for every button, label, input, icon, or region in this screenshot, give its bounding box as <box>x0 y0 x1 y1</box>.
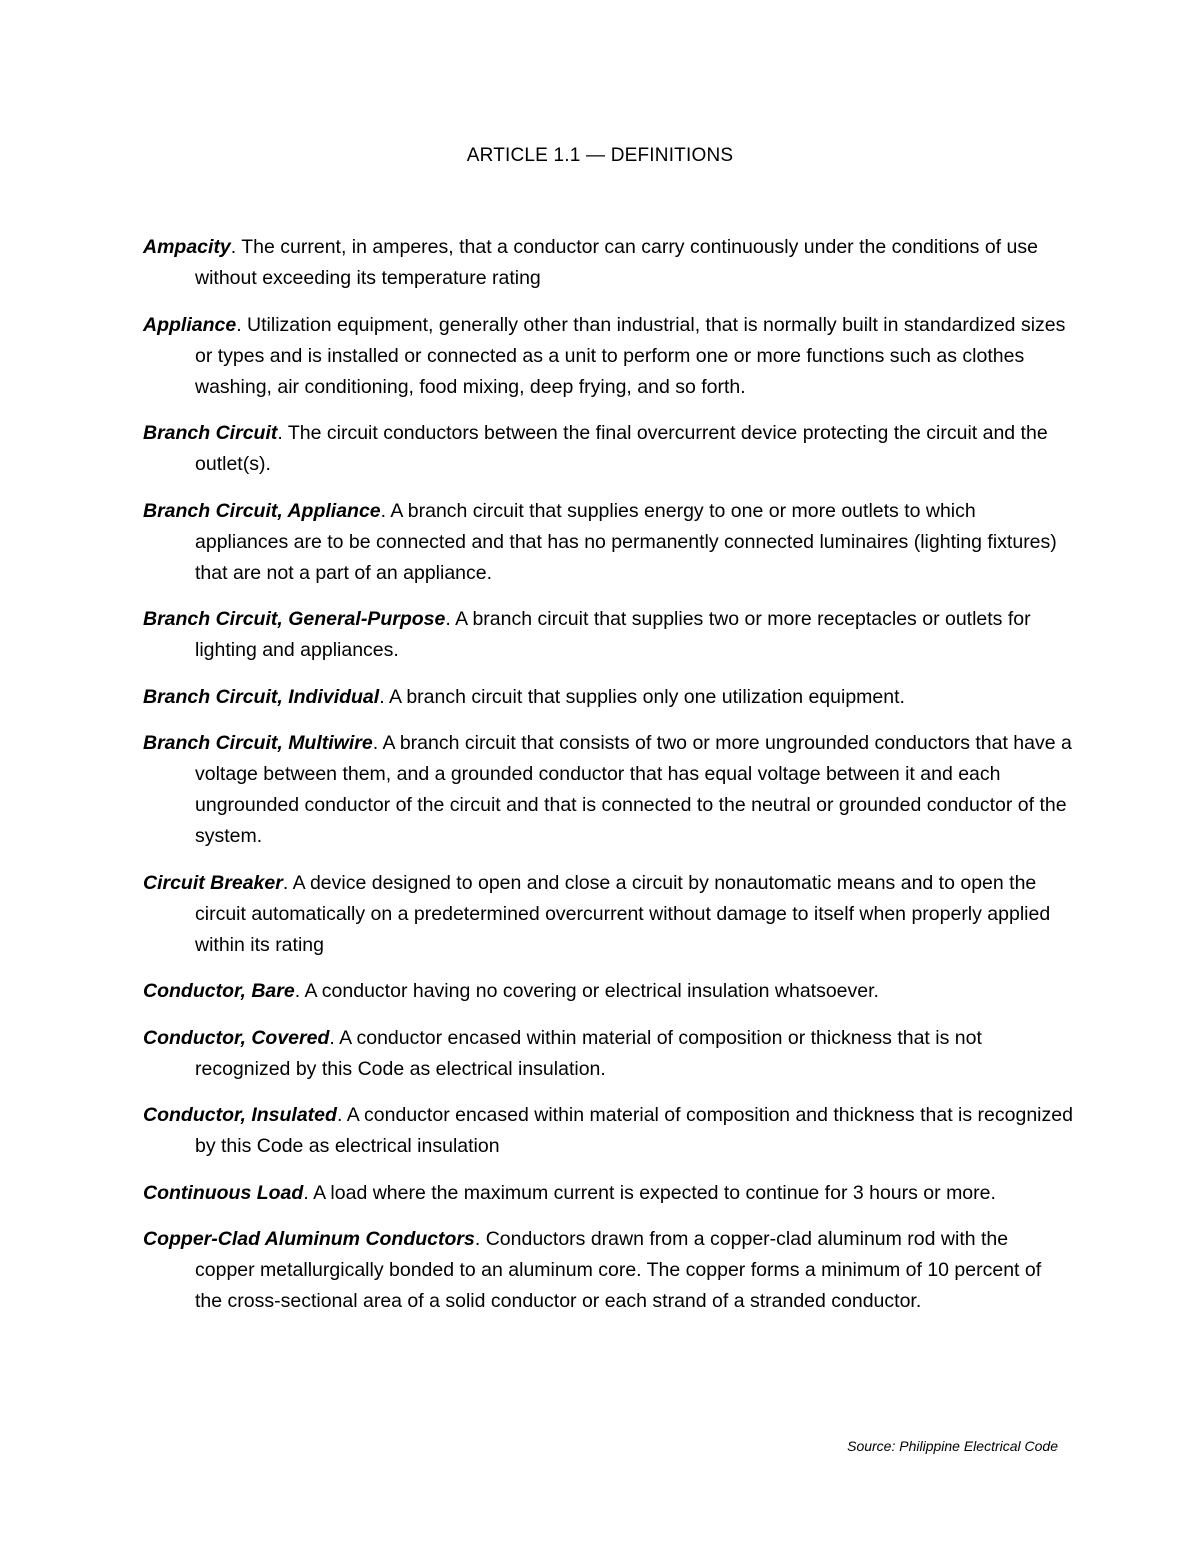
definition-term: Copper-Clad Aluminum Conductors <box>143 1228 475 1250</box>
definition-text: The circuit conductors between the final overcurrent device protecting the circuit and the outlet(s). <box>195 422 1048 475</box>
definition-copper-clad-aluminum-conductors: Copper-Clad Aluminum Conductors. Conductors drawn from a copper-clad aluminum rod with the copper metallurgically bonded to an aluminum core. The copper forms a minimum of 10 percent of the cross-sectional area of a solid conductor or each strand of a stranded conductor. <box>143 1228 1042 1312</box>
definition-conductor-covered: Conductor, Covered. A conductor encased within material of composition or thickness that is not recognized by this Code as electrical insulation. <box>143 1026 982 1080</box>
definition-text: A conductor encased within material of composition or thickness that is not recognized by this Code as electrical insulation. <box>195 1026 982 1080</box>
definition-term: Branch Circuit <box>143 422 278 444</box>
definition-text: A load where the maximum current is expected to continue for 3 hours or more. <box>313 1181 996 1204</box>
definition-text: A branch circuit that supplies two or more receptacles or outlets for lighting and appliances. <box>195 608 1031 661</box>
definition-term: Conductor, Covered <box>143 1026 330 1049</box>
definition-conductor-insulated: Conductor, Insulated. A conductor encased within material of composition and thickness that is recognized by this Code as electrical insulation <box>143 1104 1073 1157</box>
definition-text: A device designed to open and close a circuit by nonautomatic means and to open the circuit automatically on a predetermined overcurrent without damage to itself when properly applied within its rating <box>195 871 1051 956</box>
definition-branch-circuit-general-purpose: Branch Circuit, General-Purpose. A branch circuit that supplies two or more receptacles or outlets for lighting and appliances. <box>143 608 1031 661</box>
definition-appliance: Appliance. Utilization equipment, generally other than industrial, that is normally built in standardized sizes or types and is installed or connected as a unit to perform one or more functions such as clothes washing, air conditioning, food mixing, deep frying, and so forth. <box>143 313 1066 398</box>
definition-ampacity: Ampacity. The current, in amperes, that a conductor can carry continuously under the conditions of use without exceeding its temperature rating <box>143 236 1038 289</box>
definition-continuous-load: Continuous Load. A load where the maximum current is expected to continue for 3 hours or more. <box>143 1181 996 1204</box>
definition-term: Branch Circuit, Multiwire <box>143 732 373 754</box>
definition-term: Branch Circuit, Individual <box>143 685 380 708</box>
definition-term: Circuit Breaker <box>143 871 283 894</box>
definition-term: Branch Circuit, Appliance <box>143 499 381 522</box>
definition-branch-circuit-appliance: Branch Circuit, Appliance. A branch circuit that supplies energy to one or more outlets to which appliances are to be connected and that has no permanently connected luminaires (lighting fixtures) that are not a part of an appliance. <box>143 499 1057 584</box>
definition-text: A conductor encased within material of composition and thickness that is recognized by this Code as electrical insulation <box>195 1104 1073 1157</box>
definition-term: Continuous Load <box>143 1181 304 1204</box>
definition-term: Branch Circuit, General-Purpose <box>143 608 446 630</box>
definition-branch-circuit-multiwire: Branch Circuit, Multiwire. A branch circuit that consists of two or more ungrounded conductors that have a voltage between them, and a grounded conductor that has equal voltage between it and each ungrounded conductor of the circuit and that is connected to the neutral or grounded conductor of the system. <box>143 732 1072 847</box>
definition-term: Conductor, Bare <box>143 980 295 1002</box>
definition-circuit-breaker: Circuit Breaker. A device designed to open and close a circuit by nonautomatic means and to open the circuit automatically on a predetermined overcurrent without damage to itself when properly applied within its rating <box>143 871 1051 956</box>
definition-text: A conductor having no covering or electrical insulation whatsoever. <box>304 980 879 1002</box>
definition-term: Ampacity <box>143 236 231 258</box>
definition-branch-circuit-individual: Branch Circuit, Individual. A branch circuit that supplies only one utilization equipment. <box>143 685 905 708</box>
source-footnote: Source: Philippine Electrical Code <box>847 1438 1058 1454</box>
page-title: ARTICLE 1.1 — DEFINITIONS <box>466 145 734 166</box>
definition-text: A branch circuit that consists of two or more ungrounded conductors that have a voltage between them, and a grounded conductor that has equal voltage between it and each ungrounded conductor of the circuit and that is connected to the neutral or grounded conductor of the system. <box>195 732 1072 847</box>
definition-text: Conductors drawn from a copper-clad aluminum rod with the copper metallurgically bonded to an aluminum core. The copper forms a minimum of 10 percent of the cross-sectional area of a solid conductor or each strand of a stranded conductor. <box>195 1228 1042 1312</box>
definition-term: Conductor, Insulated <box>143 1104 337 1126</box>
definition-text: Utilization equipment, generally other than industrial, that is normally built in standardized sizes or types and is installed or connected as a unit to perform one or more functions such as clothes washing, air conditioning, food mixing, deep frying, and so forth. <box>195 313 1066 398</box>
definition-text: A branch circuit that supplies only one utilization equipment. <box>388 685 905 708</box>
definition-conductor-bare: Conductor, Bare. A conductor having no covering or electrical insulation whatsoever. <box>143 980 879 1002</box>
definition-text: A branch circuit that supplies energy to one or more outlets to which appliances are to be connected and that has no permanently connected luminaires (lighting fixtures) that are not a part of an appliance. <box>195 499 1057 584</box>
definition-term: Appliance <box>143 313 237 336</box>
definitions-list <box>143 232 1073 1333</box>
definition-text: The current, in amperes, that a conductor can carry continuously under the conditions of use without exceeding its temperature rating <box>195 236 1038 289</box>
definition-branch-circuit: Branch Circuit. The circuit conductors between the final overcurrent device protecting the circuit and the outlet(s). <box>143 422 1048 475</box>
